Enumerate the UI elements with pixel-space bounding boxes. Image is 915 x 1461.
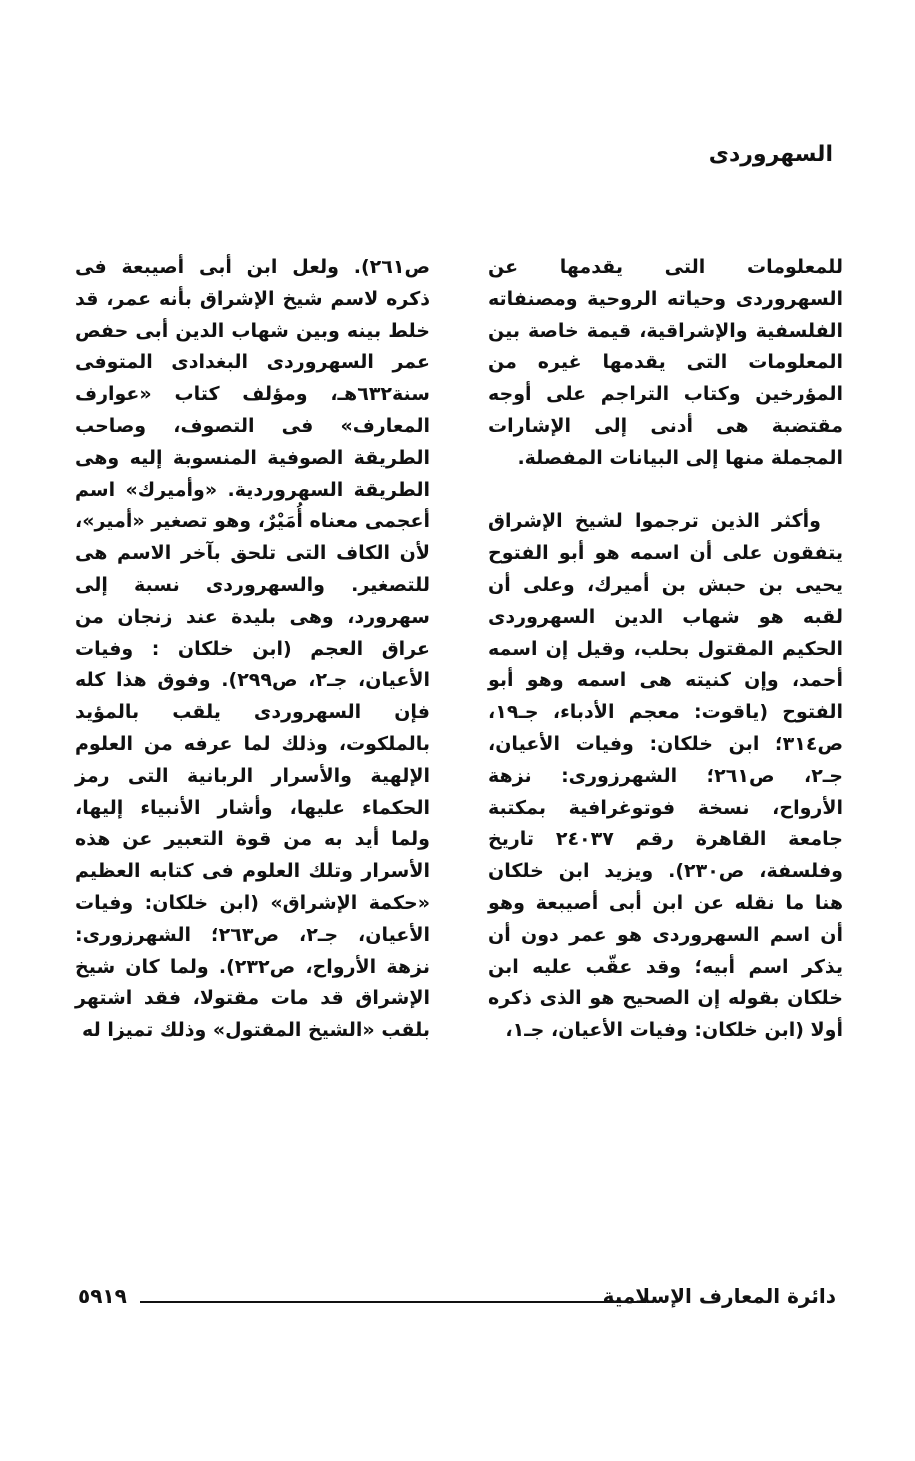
paragraph: وأكثر الذين ترجموا لشيخ الإشراق يتفقون على أن اسمه هو أبو الفتوح يحيى بن حبش بن أميرك، وعلى أن لقبه هو شهاب الدين السهروردى الحكيم المقتول بحلب، وقيل إن اسمه أحمد، وإن كنيته هى اسمه وهو أبو الفتوح (ياقوت: معجم الأدباء، جـ١٩، ص٣١٤؛ ابن خلكان: وفيات الأعيان، جـ٢، ص٢٦١؛ الشهرزورى: نزهة الأرواح، نسخة فوتوغرافية بمكتبة جامعة القاهرة رقم ٢٤٠٣٧ تاريخ وفلسفة، ص٢٣٠). ويزيد ابن خلكان هنا ما نقله عن ابن أبى أصيبعة وهو أن اسم السهروردى هو عمر دون أن يذكر اسم أبيه؛ وقد عقّب عليه ابن خلكان بقوله إن الصحيح هو الذى ذكره أولا (ابن خلكان: وفيات الأعيان، جـ١، xyxy=(488,510,843,1042)
paragraph: للمعلومات التى يقدمها عن السهروردى وحياته الروحية ومصنفاته الفلسفية والإشراقية، قيمة خاصة بين المعلومات التى يقدمها غيره من المؤرخين وكتاب التراجم على أوجه مقتضبة هى أدنى إلى الإشارات المجملة منها إلى البيانات المفصلة. xyxy=(488,256,843,469)
paragraph: ص٢٦١). ولعل ابن أبى أصيبعة فى ذكره لاسم شيخ الإشراق بأنه عمر، قد خلط بينه وبين شهاب الدين أبى حفص عمر السهروردى البغدادى المتوفى سنة٦٣٢هـ، ومؤلف كتاب «عوارف المعارف» فى التصوف، وصاحب الطريقة الصوفية المنسوبة إليه وهى الطريقة السهروردية. «وأميرك» اسم أعجمى معناه أُمَيْرٌ، وهو تصغير «أمير»، لأن الكاف التى تلحق بآخر الاسم هى للتصغير. والسهروردى نسبة إلى سهرورد، وهى بليدة عند زنجان من عراق العجم (ابن خلكان : وفيات الأعيان، جـ٢، ص٢٩٩). وفوق هذا كله فإن السهروردى يلقب بالمؤيد بالملكوت، وذلك لما عرفه من العلوم الإلهية والأسرار الربانية التى رمز الحكماء عليها، وأشار الأنبياء إليها، ولما أيد به من قوة التعبير عن هذه الأسرار وتلك العلوم فى كتابه العظيم «حكمة الإشراق» (ابن خلكان: وفيات الأعيان، جـ٢، ص٢٦٣؛ الشهرزورى: نزهة الأرواح، ص٢٣٢). ولما كان شيخ الإشراق قد مات مقتولا، فقد اشتهر بلقب «الشيخ المقتول» وذلك تميزا له xyxy=(75,256,430,1042)
text-column-left xyxy=(75,252,430,1047)
running-header-title: السهروردى xyxy=(708,142,833,167)
page-number: ٥٩١٩ xyxy=(78,1284,127,1308)
footer-encyclopedia-title: دائرة المعارف الإسلامية xyxy=(602,1284,836,1308)
page-footer xyxy=(78,1284,836,1314)
footer-divider-line xyxy=(140,1301,646,1303)
text-column-right xyxy=(488,252,843,1047)
